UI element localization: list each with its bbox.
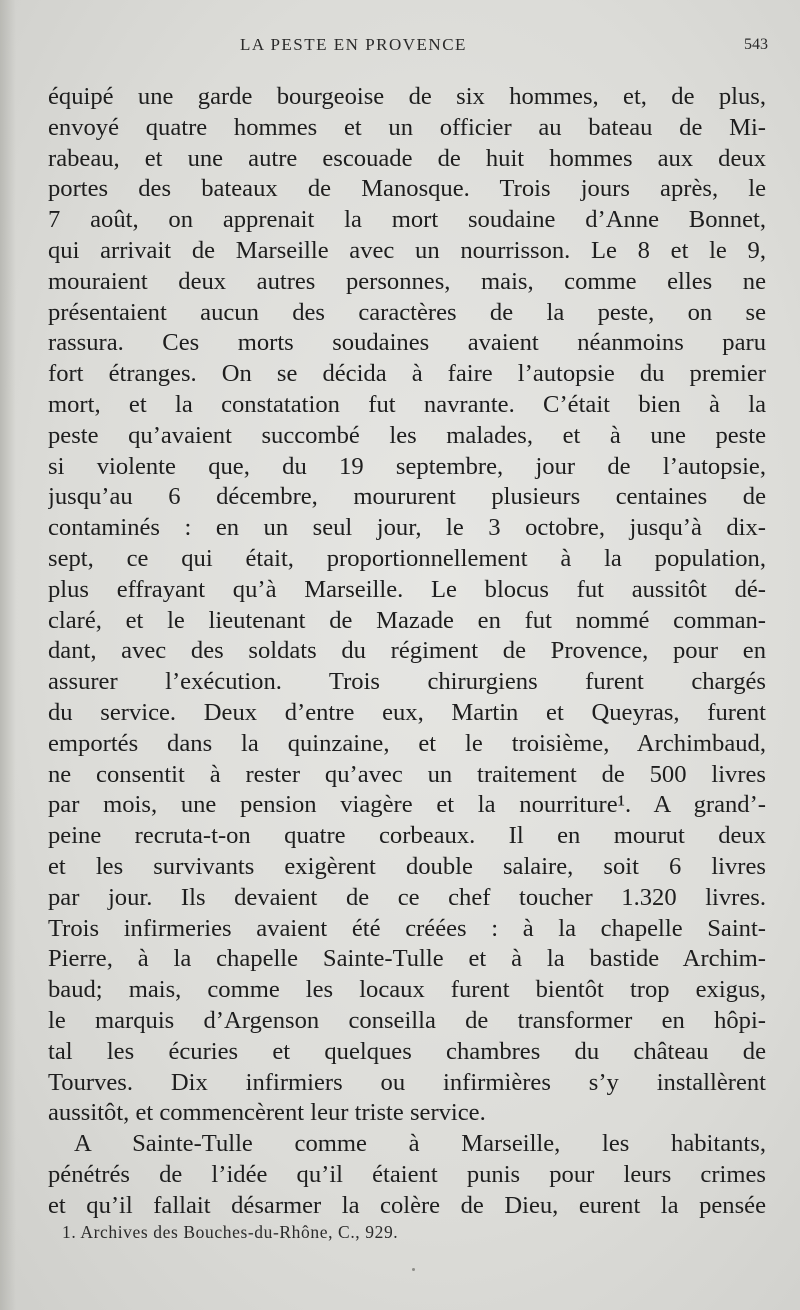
text-line: Tourves. Dix infirmiers ou infirmières s’y installèrent	[48, 1068, 766, 1096]
binding-shadow	[0, 0, 16, 1310]
text-line: peine recruta-t-on quatre corbeaux. Il en mourut deux	[48, 822, 766, 850]
text-line: emportés dans la quinzaine, et le troisième, Archimbaud,	[48, 729, 766, 757]
text-line: 7 août, on apprenait la mort soudaine d’Anne Bonnet,	[48, 206, 766, 234]
text-line: présentaient aucun des caractères de la peste, on se	[48, 298, 766, 326]
page-number: 543	[744, 36, 768, 53]
text-line: pénétrés de l’idée qu’il étaient punis pour leurs crimes	[48, 1160, 766, 1188]
text-line: contaminés : en un seul jour, le 3 octobre, jusqu’à dix-	[48, 514, 766, 542]
text-line: le marquis d’Argenson conseilla de transformer en hôpi-	[48, 1006, 766, 1034]
text-line: ne consentit à rester qu’avec un traitement de 500 livres	[48, 760, 766, 788]
text-line: par jour. Ils devaient de ce chef toucher 1.320 livres.	[48, 883, 766, 911]
text-line: par mois, une pension viagère et la nourriture¹. A grand’-	[48, 791, 766, 819]
text-line: baud; mais, comme les locaux furent bientôt trop exigus,	[48, 976, 766, 1004]
text-line: assurer l’exécution. Trois chirurgiens furent chargés	[48, 668, 766, 696]
footnote: 1. Archives des Bouches-du-Rhône, C., 929.	[62, 1222, 399, 1242]
text-line: rabeau, et une autre escouade de huit hommes aux deux	[48, 144, 766, 172]
text-line: du service. Deux d’entre eux, Martin et Queyras, furent	[48, 698, 766, 726]
text-line: jusqu’au 6 décembre, moururent plusieurs centaines de	[48, 483, 766, 511]
text-line: envoyé quatre hommes et un officier au bateau de Mi-	[48, 113, 766, 141]
text-line: aussitôt, et commencèrent leur triste service.	[48, 1099, 486, 1127]
running-title: LA PESTE EN PROVENCE	[240, 35, 467, 54]
text-line: dant, avec des soldats du régiment de Provence, pour en	[48, 637, 766, 665]
text-line: A Sainte-Tulle comme à Marseille, les habitants,	[74, 1130, 766, 1158]
text-line: plus effrayant qu’à Marseille. Le blocus fut aussitôt dé-	[48, 575, 766, 603]
text-line: rassura. Ces morts soudaines avaient néanmoins paru	[48, 329, 766, 357]
page-speck	[412, 1268, 415, 1271]
text-line: tal les écuries et quelques chambres du château de	[48, 1037, 766, 1065]
text-line: peste qu’avaient succombé les malades, et à une peste	[48, 421, 766, 449]
text-line: et qu’il fallait désarmer la colère de Dieu, eurent la pensée	[48, 1191, 766, 1219]
text-line: si violente que, du 19 septembre, jour de l’autopsie,	[48, 452, 766, 480]
text-line: fort étranges. On se décida à faire l’autopsie du premier	[48, 360, 766, 388]
text-line: mouraient deux autres personnes, mais, comme elles ne	[48, 267, 766, 295]
text-line: sept, ce qui était, proportionnellement à la population,	[48, 544, 766, 572]
text-line: Trois infirmeries avaient été créées : à la chapelle Saint-	[48, 914, 766, 942]
text-line: équipé une garde bourgeoise de six hommes, et, de plus,	[48, 83, 766, 110]
body-text	[48, 82, 766, 1221]
text-line: portes des bateaux de Manosque. Trois jours après, le	[48, 175, 766, 203]
text-line: qui arrivait de Marseille avec un nourrisson. Le 8 et le 9,	[48, 236, 766, 264]
text-line: Pierre, à la chapelle Sainte-Tulle et à la bastide Archim-	[48, 945, 766, 973]
text-line: et les survivants exigèrent double salaire, soit 6 livres	[48, 852, 766, 880]
running-head	[0, 35, 800, 59]
text-line: mort, et la constatation fut navrante. C’était bien à la	[48, 390, 766, 418]
text-line: claré, et le lieutenant de Mazade en fut nommé comman-	[48, 606, 766, 634]
